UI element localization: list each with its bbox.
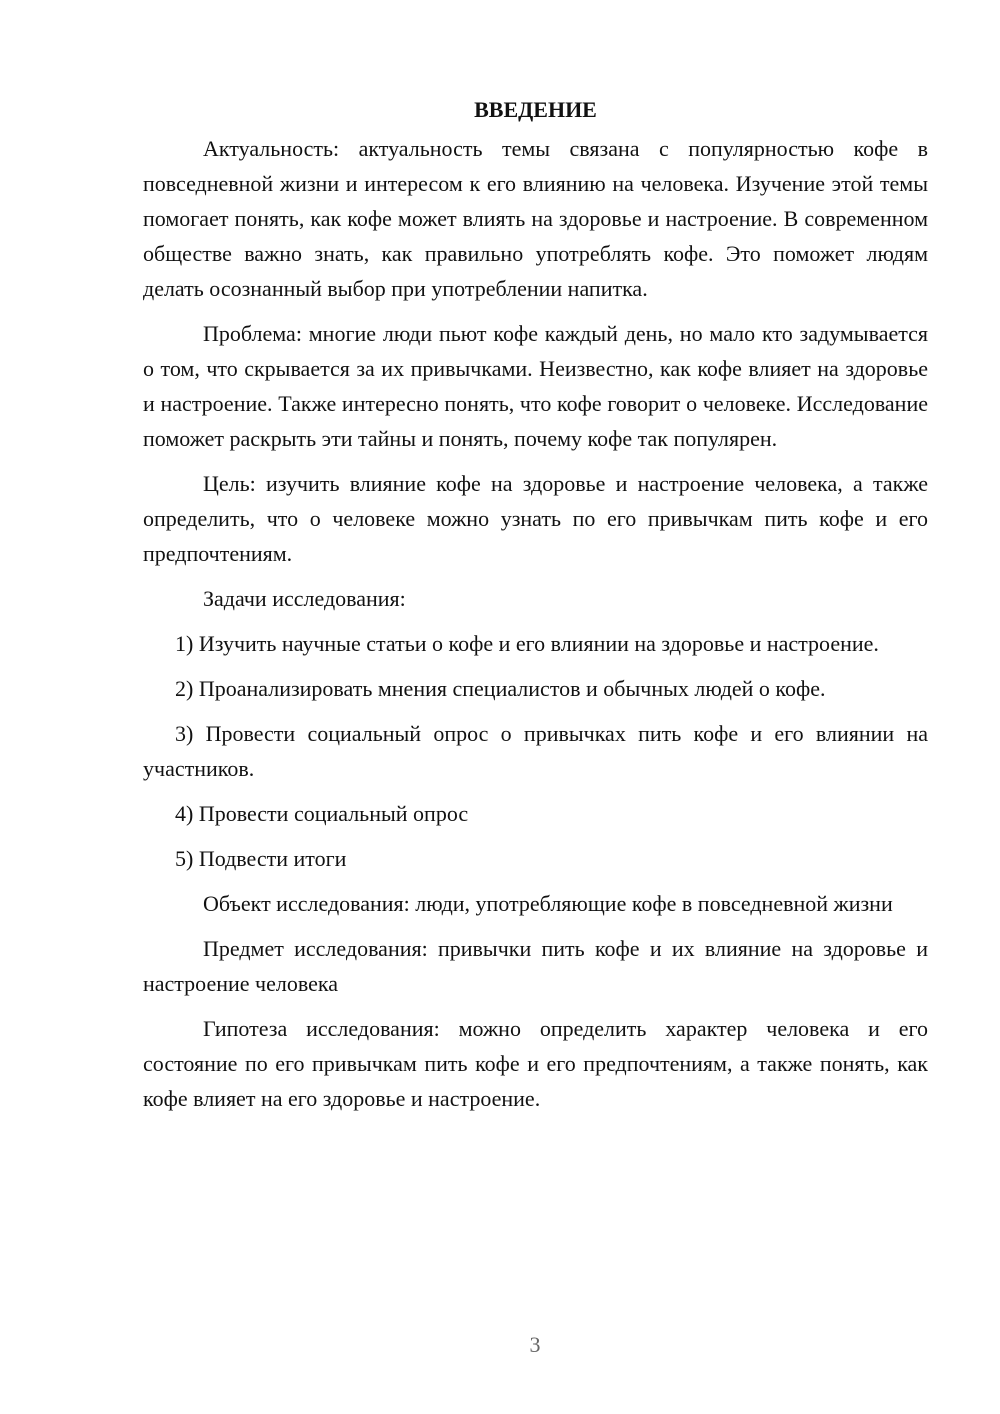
page-content — [143, 92, 928, 1126]
list-item-task-5: 5) Подвести итоги — [175, 846, 347, 871]
tasks-heading: Задачи исследования: — [203, 586, 406, 611]
paragraph-goal: Цель: изучить влияние кофе на здоровье и настроение человека, а также определить, что о человеке можно узнать по его привычкам пить кофе и его предпочтениям. — [143, 471, 928, 566]
paragraph-relevance: Актуальность: актуальность темы связана с популярностью кофе в повседневной жизни и интересом к его влиянию на человека. Изучение этой темы помогает понять, как кофе может влиять на здоровье и настроение. В современном обществе важно знать, как правильно употреблять кофе. Это поможет людям делать осознанный выбор при употреблении напитка. — [143, 136, 928, 301]
list-item-task-1: 1) Изучить научные статьи о кофе и его влиянии на здоровье и настроение. — [175, 631, 879, 656]
paragraph-object: Объект исследования: люди, употребляющие кофе в повседневной жизни — [203, 891, 893, 916]
paragraph-hypothesis: Гипотеза исследования: можно определить характер человека и его состояние по его привычкам пить кофе и его предпочтениям, а также понять, как кофе влияет на его здоровье и настроение. — [143, 1016, 928, 1111]
list-item-task-3: 3) Провести социальный опрос о привычках пить кофе и его влиянии на участников. — [143, 721, 928, 781]
list-item-task-2: 2) Проанализировать мнения специалистов и обычных людей о кофе. — [175, 676, 826, 701]
paragraph-subject: Предмет исследования: привычки пить кофе и их влияние на здоровье и настроение человека — [143, 936, 928, 996]
paragraph-problem: Проблема: многие люди пьют кофе каждый день, но мало кто задумывается о том, что скрывается за их привычками. Неизвестно, как кофе влияет на здоровье и настроение. Также интересно понять, что кофе говорит о человеке. Исследование поможет раскрыть эти тайны и понять, почему кофе так популярен. — [143, 321, 928, 451]
page-title: ВВЕДЕНИЕ — [474, 97, 597, 122]
page-number: 3 — [529, 1332, 541, 1357]
list-item-task-4: 4) Провести социальный опрос — [175, 801, 469, 826]
